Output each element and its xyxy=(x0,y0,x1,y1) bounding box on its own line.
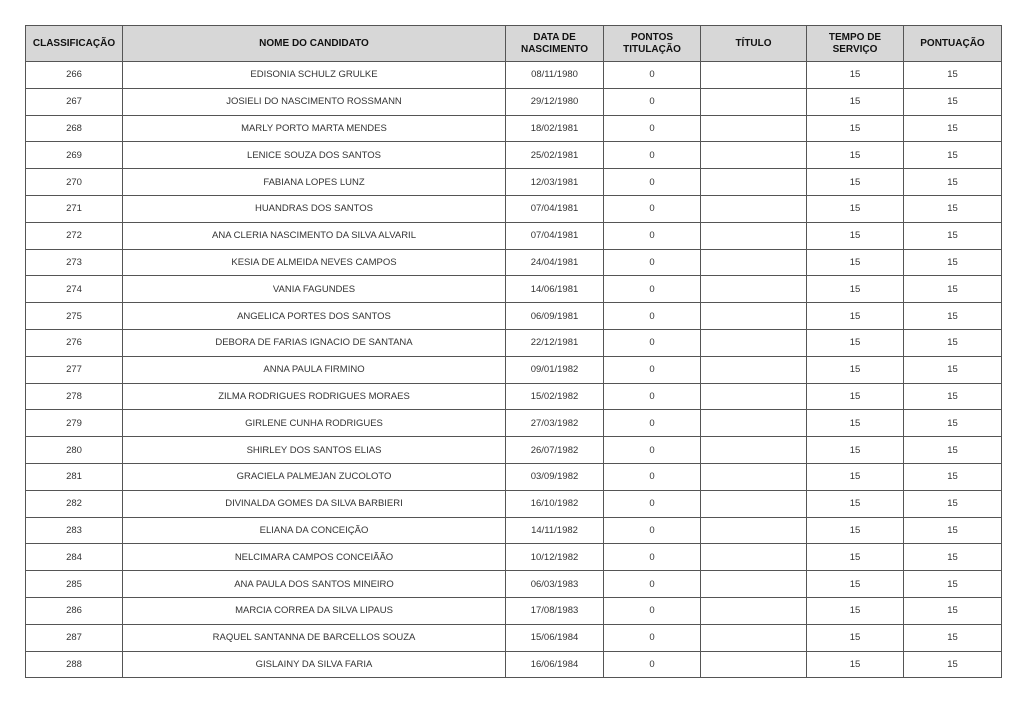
table-row xyxy=(26,410,1002,437)
table-row xyxy=(26,115,1002,142)
cell-nome-do-candidato: DIVINALDA GOMES DA SILVA BARBIERI xyxy=(123,490,506,517)
cell-pontuacao: 15 xyxy=(904,437,1002,464)
cell-titulo xyxy=(701,222,807,249)
cell-tempo-de-servico: 15 xyxy=(807,383,904,410)
cell-tempo-de-servico: 15 xyxy=(807,437,904,464)
cell-pontos-titulacao: 0 xyxy=(604,651,701,678)
cell-pontuacao: 15 xyxy=(904,383,1002,410)
cell-classificacao: 273 xyxy=(26,249,123,276)
cell-data-de-nascimento: 03/09/1982 xyxy=(506,463,604,490)
header-data-de-nascimento: DATA DE NASCIMENTO xyxy=(506,26,604,62)
cell-pontos-titulacao: 0 xyxy=(604,356,701,383)
table-row xyxy=(26,383,1002,410)
cell-pontuacao: 15 xyxy=(904,249,1002,276)
cell-tempo-de-servico: 15 xyxy=(807,356,904,383)
cell-pontuacao: 15 xyxy=(904,303,1002,330)
cell-data-de-nascimento: 06/09/1981 xyxy=(506,303,604,330)
cell-tempo-de-servico: 15 xyxy=(807,410,904,437)
cell-titulo xyxy=(701,410,807,437)
cell-pontuacao: 15 xyxy=(904,276,1002,303)
cell-pontos-titulacao: 0 xyxy=(604,276,701,303)
cell-titulo xyxy=(701,490,807,517)
table-row xyxy=(26,303,1002,330)
cell-data-de-nascimento: 16/06/1984 xyxy=(506,651,604,678)
cell-tempo-de-servico: 15 xyxy=(807,195,904,222)
cell-titulo xyxy=(701,249,807,276)
cell-classificacao: 279 xyxy=(26,410,123,437)
cell-pontuacao: 15 xyxy=(904,517,1002,544)
cell-nome-do-candidato: ANNA PAULA FIRMINO xyxy=(123,356,506,383)
cell-classificacao: 287 xyxy=(26,624,123,651)
cell-classificacao: 280 xyxy=(26,437,123,464)
cell-tempo-de-servico: 15 xyxy=(807,544,904,571)
cell-classificacao: 285 xyxy=(26,571,123,598)
table-row xyxy=(26,490,1002,517)
table-row xyxy=(26,624,1002,651)
cell-titulo xyxy=(701,624,807,651)
cell-titulo xyxy=(701,169,807,196)
table-header xyxy=(26,26,1002,62)
cell-nome-do-candidato: NELCIMARA CAMPOS CONCEIÃÃO xyxy=(123,544,506,571)
cell-data-de-nascimento: 17/08/1983 xyxy=(506,597,604,624)
cell-tempo-de-servico: 15 xyxy=(807,115,904,142)
cell-nome-do-candidato: HUANDRAS DOS SANTOS xyxy=(123,195,506,222)
cell-titulo xyxy=(701,383,807,410)
cell-pontuacao: 15 xyxy=(904,490,1002,517)
cell-data-de-nascimento: 24/04/1981 xyxy=(506,249,604,276)
cell-titulo xyxy=(701,517,807,544)
cell-tempo-de-servico: 15 xyxy=(807,303,904,330)
cell-nome-do-candidato: ANA CLERIA NASCIMENTO DA SILVA ALVARIL xyxy=(123,222,506,249)
header-pontos-titulacao: PONTOS TITULAÇÃO xyxy=(604,26,701,62)
cell-titulo xyxy=(701,651,807,678)
cell-titulo xyxy=(701,329,807,356)
cell-pontos-titulacao: 0 xyxy=(604,222,701,249)
table-row xyxy=(26,195,1002,222)
cell-nome-do-candidato: VANIA FAGUNDES xyxy=(123,276,506,303)
table-row xyxy=(26,88,1002,115)
cell-tempo-de-servico: 15 xyxy=(807,597,904,624)
cell-pontuacao: 15 xyxy=(904,62,1002,89)
cell-nome-do-candidato: SHIRLEY DOS SANTOS ELIAS xyxy=(123,437,506,464)
cell-classificacao: 284 xyxy=(26,544,123,571)
header-row xyxy=(26,26,1002,62)
cell-pontos-titulacao: 0 xyxy=(604,410,701,437)
cell-data-de-nascimento: 10/12/1982 xyxy=(506,544,604,571)
cell-classificacao: 281 xyxy=(26,463,123,490)
table-row xyxy=(26,169,1002,196)
table-row xyxy=(26,651,1002,678)
cell-pontos-titulacao: 0 xyxy=(604,115,701,142)
cell-data-de-nascimento: 26/07/1982 xyxy=(506,437,604,464)
cell-titulo xyxy=(701,115,807,142)
cell-pontos-titulacao: 0 xyxy=(604,142,701,169)
cell-tempo-de-servico: 15 xyxy=(807,651,904,678)
cell-classificacao: 275 xyxy=(26,303,123,330)
cell-nome-do-candidato: ZILMA RODRIGUES RODRIGUES MORAES xyxy=(123,383,506,410)
cell-data-de-nascimento: 07/04/1981 xyxy=(506,222,604,249)
cell-nome-do-candidato: ELIANA DA CONCEIÇÃO xyxy=(123,517,506,544)
cell-titulo xyxy=(701,437,807,464)
cell-tempo-de-servico: 15 xyxy=(807,88,904,115)
cell-classificacao: 276 xyxy=(26,329,123,356)
cell-data-de-nascimento: 22/12/1981 xyxy=(506,329,604,356)
cell-tempo-de-servico: 15 xyxy=(807,249,904,276)
table-row xyxy=(26,222,1002,249)
cell-pontos-titulacao: 0 xyxy=(604,490,701,517)
cell-pontuacao: 15 xyxy=(904,169,1002,196)
cell-pontos-titulacao: 0 xyxy=(604,195,701,222)
header-nome-do-candidato: NOME DO CANDIDATO xyxy=(123,26,506,62)
cell-tempo-de-servico: 15 xyxy=(807,276,904,303)
cell-pontuacao: 15 xyxy=(904,544,1002,571)
table-row xyxy=(26,437,1002,464)
cell-classificacao: 270 xyxy=(26,169,123,196)
table-row xyxy=(26,544,1002,571)
cell-pontos-titulacao: 0 xyxy=(604,383,701,410)
cell-tempo-de-servico: 15 xyxy=(807,624,904,651)
cell-nome-do-candidato: JOSIELI DO NASCIMENTO ROSSMANN xyxy=(123,88,506,115)
table-row xyxy=(26,142,1002,169)
cell-pontos-titulacao: 0 xyxy=(604,544,701,571)
cell-titulo xyxy=(701,276,807,303)
cell-classificacao: 269 xyxy=(26,142,123,169)
cell-pontuacao: 15 xyxy=(904,597,1002,624)
cell-data-de-nascimento: 12/03/1981 xyxy=(506,169,604,196)
table-row xyxy=(26,597,1002,624)
cell-pontuacao: 15 xyxy=(904,651,1002,678)
cell-pontuacao: 15 xyxy=(904,222,1002,249)
cell-tempo-de-servico: 15 xyxy=(807,463,904,490)
cell-pontuacao: 15 xyxy=(904,88,1002,115)
cell-pontos-titulacao: 0 xyxy=(604,597,701,624)
cell-pontuacao: 15 xyxy=(904,115,1002,142)
cell-data-de-nascimento: 08/11/1980 xyxy=(506,62,604,89)
cell-nome-do-candidato: EDISONIA SCHULZ GRULKE xyxy=(123,62,506,89)
cell-pontuacao: 15 xyxy=(904,571,1002,598)
cell-pontos-titulacao: 0 xyxy=(604,624,701,651)
table-row xyxy=(26,62,1002,89)
cell-nome-do-candidato: GISLAINY DA SILVA FARIA xyxy=(123,651,506,678)
table-row xyxy=(26,571,1002,598)
cell-titulo xyxy=(701,142,807,169)
cell-data-de-nascimento: 25/02/1981 xyxy=(506,142,604,169)
cell-titulo xyxy=(701,195,807,222)
cell-classificacao: 278 xyxy=(26,383,123,410)
cell-pontuacao: 15 xyxy=(904,624,1002,651)
table-row xyxy=(26,463,1002,490)
cell-data-de-nascimento: 14/06/1981 xyxy=(506,276,604,303)
cell-pontos-titulacao: 0 xyxy=(604,571,701,598)
cell-pontos-titulacao: 0 xyxy=(604,463,701,490)
cell-tempo-de-servico: 15 xyxy=(807,490,904,517)
header-classificacao: CLASSIFICAÇÃO xyxy=(26,26,123,62)
cell-pontos-titulacao: 0 xyxy=(604,169,701,196)
cell-nome-do-candidato: RAQUEL SANTANNA DE BARCELLOS SOUZA xyxy=(123,624,506,651)
cell-titulo xyxy=(701,463,807,490)
cell-tempo-de-servico: 15 xyxy=(807,142,904,169)
cell-data-de-nascimento: 18/02/1981 xyxy=(506,115,604,142)
cell-pontos-titulacao: 0 xyxy=(604,437,701,464)
cell-classificacao: 272 xyxy=(26,222,123,249)
cell-classificacao: 268 xyxy=(26,115,123,142)
cell-nome-do-candidato: ANGELICA PORTES DOS SANTOS xyxy=(123,303,506,330)
cell-classificacao: 274 xyxy=(26,276,123,303)
cell-nome-do-candidato: MARLY PORTO MARTA MENDES xyxy=(123,115,506,142)
cell-data-de-nascimento: 14/11/1982 xyxy=(506,517,604,544)
cell-titulo xyxy=(701,88,807,115)
cell-pontuacao: 15 xyxy=(904,329,1002,356)
cell-pontos-titulacao: 0 xyxy=(604,88,701,115)
cell-classificacao: 271 xyxy=(26,195,123,222)
cell-pontuacao: 15 xyxy=(904,410,1002,437)
table-body xyxy=(26,62,1002,678)
cell-pontos-titulacao: 0 xyxy=(604,249,701,276)
cell-titulo xyxy=(701,62,807,89)
table-row xyxy=(26,517,1002,544)
cell-pontuacao: 15 xyxy=(904,463,1002,490)
cell-classificacao: 288 xyxy=(26,651,123,678)
cell-classificacao: 286 xyxy=(26,597,123,624)
cell-titulo xyxy=(701,356,807,383)
cell-nome-do-candidato: MARCIA CORREA DA SILVA LIPAUS xyxy=(123,597,506,624)
cell-classificacao: 277 xyxy=(26,356,123,383)
header-tempo-de-servico: TEMPO DE SERVIÇO xyxy=(807,26,904,62)
table-row xyxy=(26,249,1002,276)
cell-nome-do-candidato: GIRLENE CUNHA RODRIGUES xyxy=(123,410,506,437)
cell-tempo-de-servico: 15 xyxy=(807,571,904,598)
cell-titulo xyxy=(701,571,807,598)
cell-data-de-nascimento: 07/04/1981 xyxy=(506,195,604,222)
header-titulo: TÍTULO xyxy=(701,26,807,62)
cell-titulo xyxy=(701,303,807,330)
cell-pontos-titulacao: 0 xyxy=(604,517,701,544)
cell-tempo-de-servico: 15 xyxy=(807,517,904,544)
cell-pontos-titulacao: 0 xyxy=(604,62,701,89)
cell-nome-do-candidato: FABIANA LOPES LUNZ xyxy=(123,169,506,196)
table-row xyxy=(26,276,1002,303)
cell-nome-do-candidato: LENICE SOUZA DOS SANTOS xyxy=(123,142,506,169)
table-row xyxy=(26,329,1002,356)
cell-pontuacao: 15 xyxy=(904,142,1002,169)
cell-nome-do-candidato: DEBORA DE FARIAS IGNACIO DE SANTANA xyxy=(123,329,506,356)
cell-titulo xyxy=(701,597,807,624)
cell-titulo xyxy=(701,544,807,571)
cell-pontuacao: 15 xyxy=(904,195,1002,222)
cell-pontos-titulacao: 0 xyxy=(604,303,701,330)
cell-data-de-nascimento: 15/06/1984 xyxy=(506,624,604,651)
cell-data-de-nascimento: 27/03/1982 xyxy=(506,410,604,437)
cell-classificacao: 267 xyxy=(26,88,123,115)
cell-classificacao: 283 xyxy=(26,517,123,544)
cell-nome-do-candidato: ANA PAULA DOS SANTOS MINEIRO xyxy=(123,571,506,598)
cell-tempo-de-servico: 15 xyxy=(807,329,904,356)
cell-data-de-nascimento: 09/01/1982 xyxy=(506,356,604,383)
cell-data-de-nascimento: 16/10/1982 xyxy=(506,490,604,517)
cell-tempo-de-servico: 15 xyxy=(807,62,904,89)
cell-classificacao: 266 xyxy=(26,62,123,89)
table-row xyxy=(26,356,1002,383)
cell-pontos-titulacao: 0 xyxy=(604,329,701,356)
cell-pontuacao: 15 xyxy=(904,356,1002,383)
cell-tempo-de-servico: 15 xyxy=(807,222,904,249)
cell-classificacao: 282 xyxy=(26,490,123,517)
cell-data-de-nascimento: 06/03/1983 xyxy=(506,571,604,598)
cell-data-de-nascimento: 15/02/1982 xyxy=(506,383,604,410)
classification-table xyxy=(25,25,1002,678)
cell-tempo-de-servico: 15 xyxy=(807,169,904,196)
cell-nome-do-candidato: KESIA DE ALMEIDA NEVES CAMPOS xyxy=(123,249,506,276)
cell-data-de-nascimento: 29/12/1980 xyxy=(506,88,604,115)
cell-nome-do-candidato: GRACIELA PALMEJAN ZUCOLOTO xyxy=(123,463,506,490)
header-pontuacao: PONTUAÇÃO xyxy=(904,26,1002,62)
